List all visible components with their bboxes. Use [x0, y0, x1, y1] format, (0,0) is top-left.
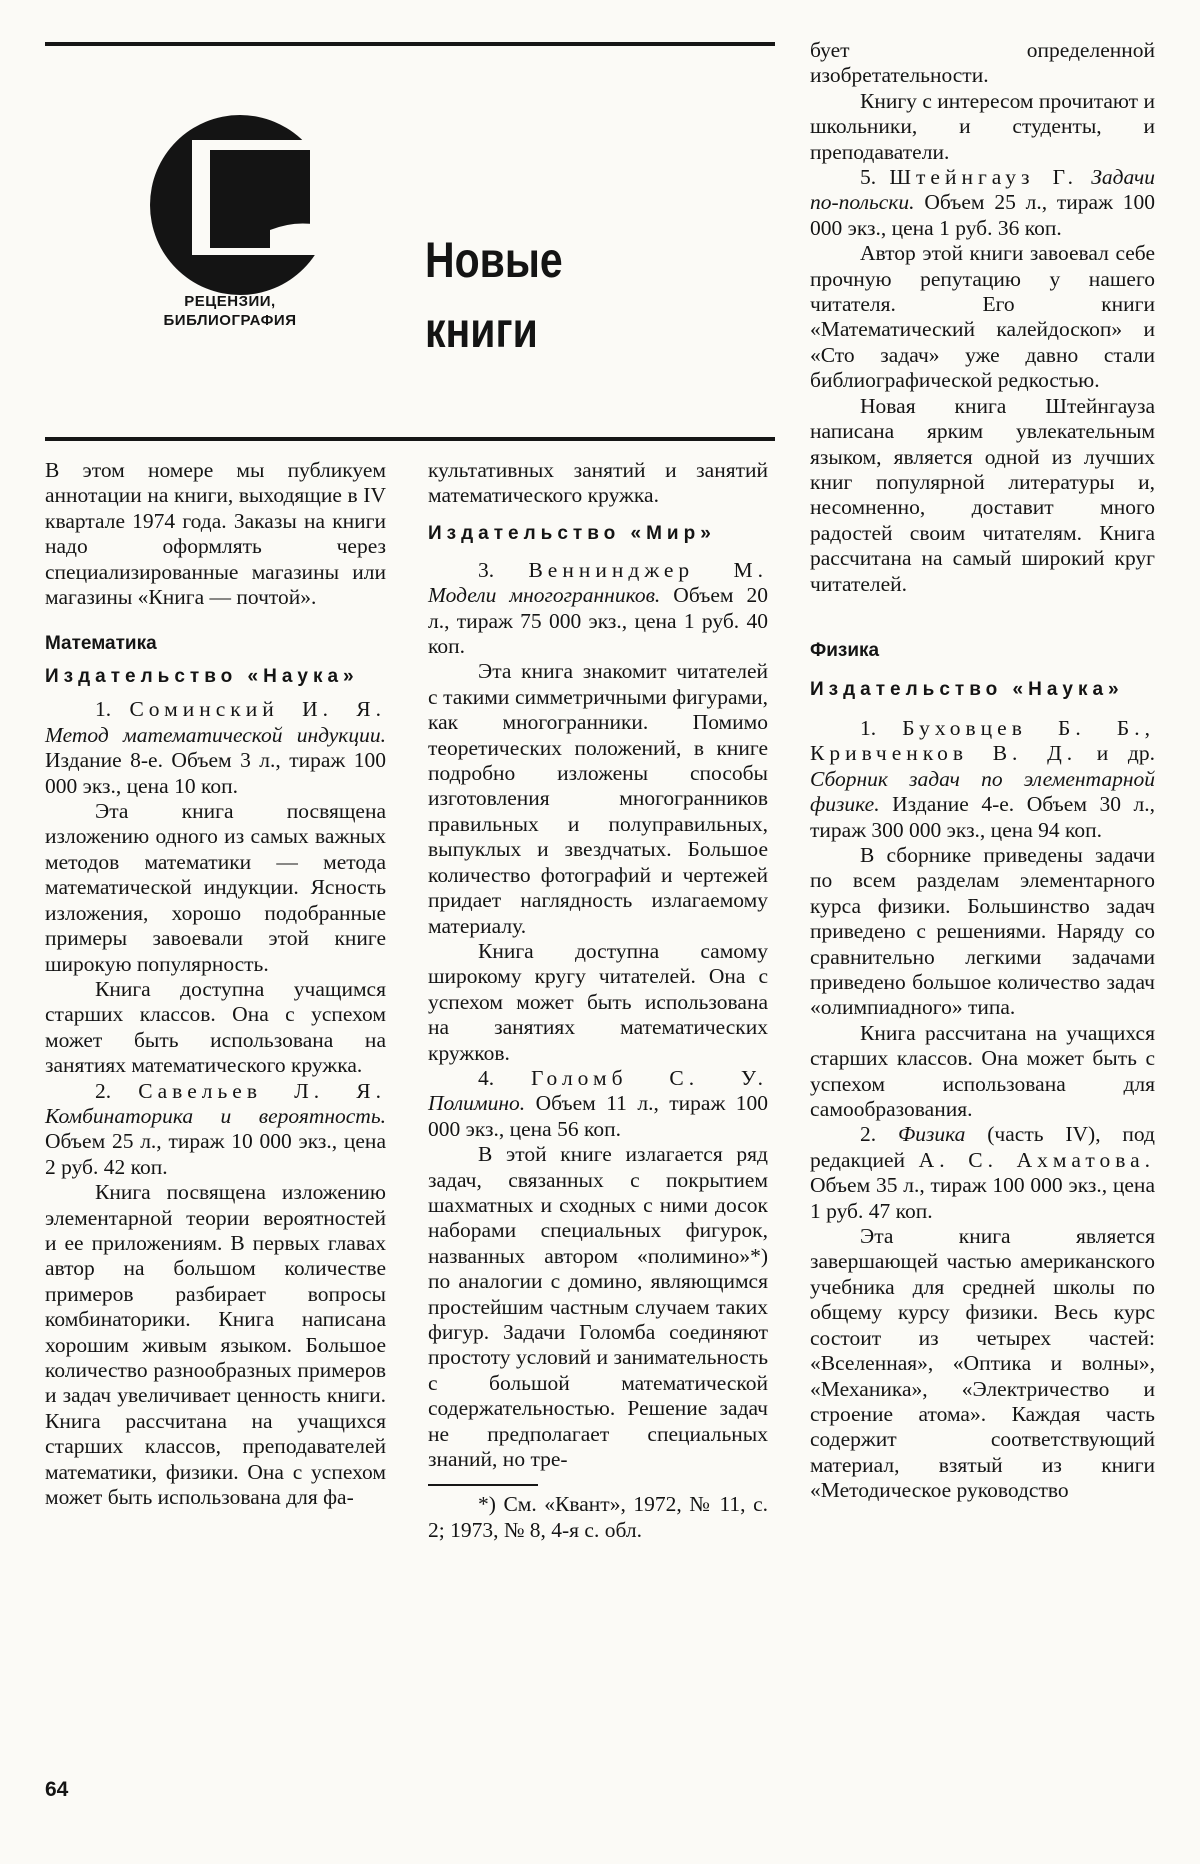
book-description: В сборнике приведены задачи по всем разделам элементарного курса физики. Большинство задач приведено с решениями. Наряду со сравнительно легкими задачами приведено большое количество задач «олимпиадного» типа. — [810, 842, 1155, 1020]
book-info: Издание 8-е. Объем 3 л., тираж 100 000 экз., цена 10 коп. — [45, 748, 386, 798]
book-entry-physics-1 — [810, 716, 1155, 843]
book-author: Штейнгауз Г. — [889, 165, 1079, 190]
book-author-tail: и др. — [1096, 741, 1155, 766]
book-title: Физика — [897, 1122, 966, 1147]
book-author: Савельев Л. Я. — [138, 1078, 386, 1103]
book-title: Модели многогранников. — [428, 583, 661, 608]
section-label — [140, 292, 320, 330]
publisher-heading-mir: Издательство «Мир» — [428, 522, 716, 544]
book-title: Полимино. — [428, 1091, 526, 1116]
book-description: Автор этой книги завоевал себе прочную репутацию у нашего читателя. Его книги «Математический калейдоскоп» и «Сто задач» уже давно стали библиографической редкостью. — [810, 241, 1155, 393]
book-entry-5 — [810, 165, 1155, 241]
page-title — [425, 225, 655, 365]
book-entry-1 — [45, 697, 386, 799]
book-author: Голомб С. У. — [530, 1065, 768, 1090]
column-1 — [45, 458, 386, 1510]
book-number: 2. — [95, 1078, 112, 1103]
book-entry-4 — [428, 1066, 768, 1142]
section-label-line2: БИБЛИОГРАФИЯ — [163, 312, 297, 329]
column-3 — [810, 38, 1155, 1504]
header-bottom-rule — [45, 437, 775, 441]
book-description: Книга рассчитана на учащихся старших классов. Она может быть с успехом использована для самообразования. — [810, 1020, 1155, 1122]
book-editor: А. С. Ахматова. — [918, 1147, 1155, 1172]
book-info: Объем 20 л., тираж 75 000 экз., цена 1 руб. 40 коп. — [428, 583, 768, 659]
book-author: Веннинджер М. — [528, 557, 769, 582]
book-title: Сборник задач по элементарной физике. — [810, 766, 1155, 817]
page-number: 64 — [45, 1778, 69, 1801]
book-number: 4. — [478, 1065, 495, 1090]
publisher-heading-nauka-physics: Издательство «Наука» — [810, 678, 1124, 700]
book-description: Книгу с интересом прочитают и школьники, и студенты, и преподаватели. — [810, 88, 1155, 164]
book-entry-physics-2 — [810, 1122, 1155, 1224]
page-title-line1: Новые — [425, 232, 563, 288]
book-description: Книга доступна самому широкому кругу читателей. Она с успехом может быть использована на занятиях математических кружков. — [428, 938, 768, 1065]
book-description: Эта книга посвящена изложению одного из самых важных методов математики — метода математической индукции. Ясность изложения, хорошо подобранные примеры завоевали этой книге широкую популярность. — [45, 799, 386, 976]
book-title: Метод математической индукции. — [45, 722, 386, 747]
book-info: Объем 25 л., тираж 10 000 экз., цена 2 руб. 42 коп. — [45, 1129, 386, 1179]
footnote-rule — [428, 1484, 538, 1486]
book-number: 1. — [95, 697, 112, 722]
book-entry-3 — [428, 558, 768, 660]
book-number: 5. — [860, 165, 877, 190]
book-title: Комбинаторика и вероятность. — [45, 1103, 386, 1128]
book-description: Книга доступна учащимся старших классов. Она с успехом может быть использована на занятиях математического кружка. — [45, 976, 386, 1078]
page-title-line2: книги — [425, 302, 538, 358]
book-number: 2. — [860, 1122, 877, 1147]
book-info: (часть IV), под редакцией — [810, 1122, 1156, 1172]
reviews-section-logo — [150, 110, 330, 310]
book-description: Эта книга знакомит читателей с такими симметричными фигурами, как многогранники. Помимо теоретических положений, в книге подробно изложены способы изготовления многогранников правильных и полуправильных, выпуклых и звездчатых. Большое количество фотографий и чертежей придает наглядность излагаемому материалу. — [428, 659, 768, 938]
book-info: Объем 35 л., тираж 100 000 экз., цена 1 руб. 47 коп. — [810, 1173, 1155, 1223]
continued-text: бует определенной изобретательности. — [810, 38, 1155, 88]
column-2 — [428, 458, 768, 1543]
section-label-line1: РЕЦЕНЗИИ, — [184, 293, 276, 310]
section-heading-math: Математика — [45, 633, 157, 655]
publisher-heading-nauka: Издательство «Наука» — [45, 666, 359, 688]
book-description: Книга посвящена изложению элементарной теории вероятностей и ее приложениям. В первых главах автор на большом количестве примеров разбирает вопросы комбинаторики. Книга написана хорошим живым языком. Большое количество разнообразных примеров и задач увеличивает ценность книги. Книга рассчитана на учащихся старших классов, преподавателей математики, физики. Она с успехом может быть использована для фа- — [45, 1180, 386, 1510]
continued-text: культативных занятий и занятий математического кружка. — [428, 458, 768, 508]
book-description: Новая книга Штейнгауза написана ярким увлекательным языком, является одной из лучших книг популярной литературы и, несомненно, доставит много радостей своим читателям. Книга рассчитана на самый широкий круг читателей. — [810, 393, 1155, 596]
section-heading-physics: Физика — [810, 639, 880, 661]
book-description: Эта книга является завершающей частью американского учебника для средней школы по общему курсу физики. Весь курс состоит из четырех частей: «Вселенная», «Оптика и волны», «Механика», «Электричество и строение атома». Каждая часть содержит соответствующий материал, взятый из книги «Методическое руководство — [810, 1224, 1155, 1503]
book-author: Буховцев Б. Б., Кривченков В. Д. — [810, 715, 1155, 766]
book-info: Объем 25 л., тираж 100 000 экз., цена 1 руб. 36 коп. — [810, 190, 1156, 240]
book-number: 3. — [478, 557, 495, 582]
book-title: Задачи по-польски. — [810, 165, 1156, 215]
footnote: *) См. «Квант», 1972, № 11, с. 2; 1973, № 8, 4-я с. обл. — [428, 1492, 768, 1542]
top-rule — [45, 42, 775, 46]
book-entry-2 — [45, 1079, 386, 1181]
book-description: В этой книге излагается ряд задач, связанных с покрытием шахматных и сходных с ними досок наборами специальных фигурок, названных автором «полимино»*) по аналогии с домино, являющимся простейшим частным случаем таких фигур. Задачи Голомба соединяют простоту условий и занимательность с большой математической содержательностью. Решение задач не предполагает специальных знаний, но тре- — [428, 1142, 768, 1472]
book-info: Издание 4-е. Объем 30 л., тираж 300 000 экз., цена 94 коп. — [810, 792, 1155, 842]
book-number: 1. — [860, 715, 877, 740]
book-info: Объем 11 л., тираж 100 000 экз., цена 56 коп. — [428, 1091, 768, 1141]
intro-paragraph: В этом номере мы публикуем аннотации на книги, выходящие в IV квартале 1974 года. Заказы на книги надо оформлять через специализированные магазины или магазины «Книга — почтой». — [45, 458, 386, 610]
book-author: Соминский И. Я. — [129, 697, 387, 722]
